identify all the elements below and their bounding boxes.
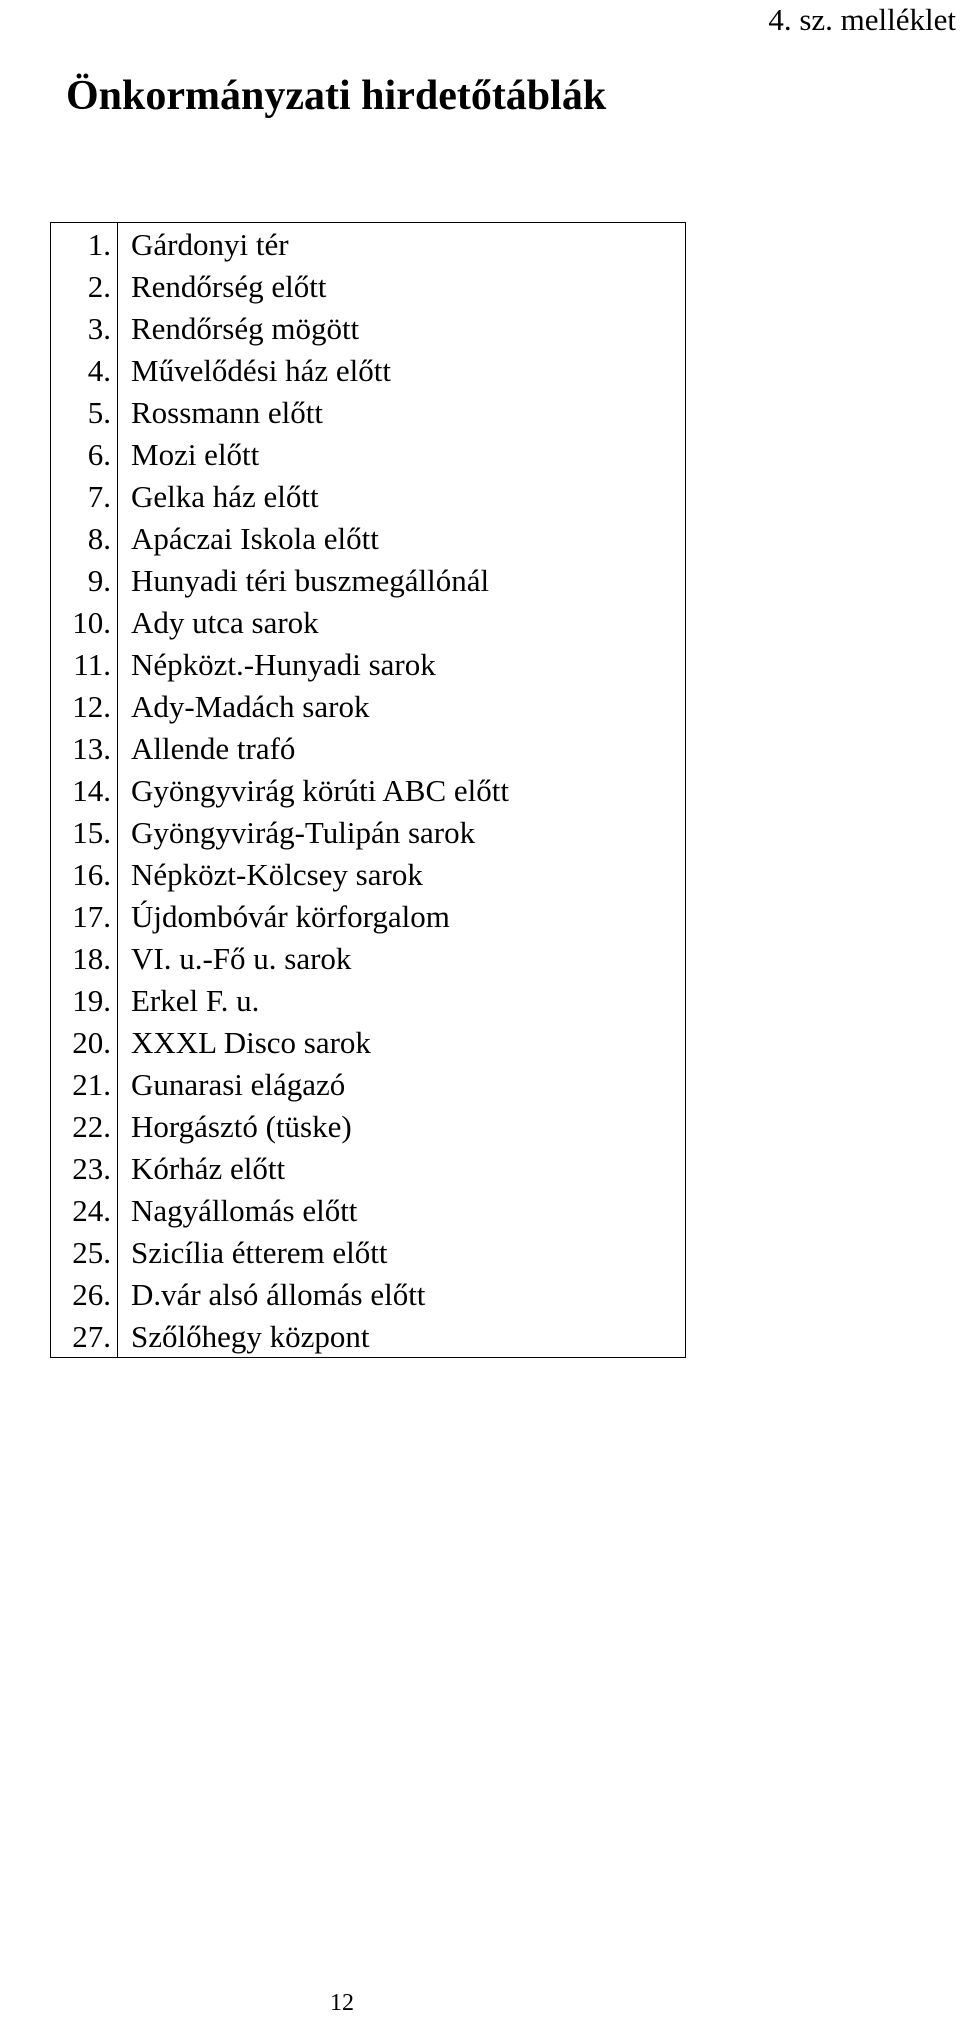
table-row bbox=[51, 1315, 686, 1358]
table-row bbox=[51, 433, 686, 475]
board-location: Népközt-Kölcsey sarok bbox=[118, 853, 686, 895]
table-row bbox=[51, 811, 686, 853]
row-number: 10. bbox=[72, 604, 111, 640]
board-location: VI. u.-Fő u. sarok bbox=[118, 937, 686, 979]
board-location: Apáczai Iskola előtt bbox=[118, 517, 686, 559]
board-location: Szicília étterem előtt bbox=[118, 1231, 686, 1273]
notice-board-table bbox=[50, 222, 686, 1358]
row-number-cell bbox=[51, 1147, 118, 1189]
table-row bbox=[51, 727, 686, 769]
board-location: D.vár alsó állomás előtt bbox=[118, 1273, 686, 1315]
row-number-cell bbox=[51, 223, 118, 266]
board-location: Ady utca sarok bbox=[118, 601, 686, 643]
row-number-cell bbox=[51, 1315, 118, 1358]
row-number: 3. bbox=[87, 310, 111, 346]
page-title: Önkormányzati hirdetőtáblák bbox=[66, 73, 607, 119]
row-number: 17. bbox=[72, 898, 111, 934]
table-row bbox=[51, 475, 686, 517]
row-number: 20. bbox=[72, 1024, 111, 1060]
board-location: Művelődési ház előtt bbox=[118, 349, 686, 391]
table-row bbox=[51, 391, 686, 433]
row-number: 5. bbox=[87, 394, 111, 430]
table-row bbox=[51, 265, 686, 307]
row-number-cell bbox=[51, 475, 118, 517]
row-number: 2. bbox=[87, 268, 111, 304]
row-number-cell bbox=[51, 1105, 118, 1147]
row-number-cell bbox=[51, 517, 118, 559]
row-number-cell bbox=[51, 391, 118, 433]
table-row bbox=[51, 223, 686, 266]
board-location: Mozi előtt bbox=[118, 433, 686, 475]
board-location: Erkel F. u. bbox=[118, 979, 686, 1021]
table-row bbox=[51, 643, 686, 685]
row-number-cell bbox=[51, 265, 118, 307]
row-number-cell bbox=[51, 433, 118, 475]
board-location: Gunarasi elágazó bbox=[118, 1063, 686, 1105]
row-number: 7. bbox=[87, 478, 111, 514]
row-number-cell bbox=[51, 1189, 118, 1231]
table-row bbox=[51, 307, 686, 349]
board-location: Népközt.-Hunyadi sarok bbox=[118, 643, 686, 685]
row-number: 1. bbox=[87, 226, 111, 262]
board-location: Nagyállomás előtt bbox=[118, 1189, 686, 1231]
table-row bbox=[51, 517, 686, 559]
table-row bbox=[51, 349, 686, 391]
board-location: Gárdonyi tér bbox=[118, 223, 686, 266]
row-number-cell bbox=[51, 937, 118, 979]
row-number-cell bbox=[51, 601, 118, 643]
row-number: 16. bbox=[72, 856, 111, 892]
row-number: 23. bbox=[72, 1150, 111, 1186]
table-row bbox=[51, 1063, 686, 1105]
table-row bbox=[51, 1189, 686, 1231]
row-number: 21. bbox=[72, 1066, 111, 1102]
row-number: 8. bbox=[87, 520, 111, 556]
row-number-cell bbox=[51, 559, 118, 601]
board-location: Rendőrség mögött bbox=[118, 307, 686, 349]
row-number: 15. bbox=[72, 814, 111, 850]
table-row bbox=[51, 1231, 686, 1273]
table-row bbox=[51, 979, 686, 1021]
board-location: Allende trafó bbox=[118, 727, 686, 769]
row-number-cell bbox=[51, 769, 118, 811]
board-location: Kórház előtt bbox=[118, 1147, 686, 1189]
table-row bbox=[51, 1147, 686, 1189]
row-number-cell bbox=[51, 1231, 118, 1273]
table-row bbox=[51, 853, 686, 895]
board-location: Gyöngyvirág-Tulipán sarok bbox=[118, 811, 686, 853]
row-number-cell bbox=[51, 349, 118, 391]
row-number-cell bbox=[51, 853, 118, 895]
row-number-cell bbox=[51, 1063, 118, 1105]
table-row bbox=[51, 559, 686, 601]
table-row bbox=[51, 1105, 686, 1147]
row-number-cell bbox=[51, 979, 118, 1021]
table-row bbox=[51, 895, 686, 937]
board-location: Gelka ház előtt bbox=[118, 475, 686, 517]
board-location: Hunyadi téri buszmegállónál bbox=[118, 559, 686, 601]
board-location: Ady-Madách sarok bbox=[118, 685, 686, 727]
row-number: 4. bbox=[87, 352, 111, 388]
row-number-cell bbox=[51, 1273, 118, 1315]
row-number: 25. bbox=[72, 1234, 111, 1270]
row-number: 13. bbox=[72, 730, 111, 766]
row-number: 18. bbox=[72, 940, 111, 976]
row-number: 19. bbox=[72, 982, 111, 1018]
board-location: Rendőrség előtt bbox=[118, 265, 686, 307]
board-location: XXXL Disco sarok bbox=[118, 1021, 686, 1063]
table-row bbox=[51, 769, 686, 811]
row-number: 6. bbox=[87, 436, 111, 472]
row-number-cell bbox=[51, 895, 118, 937]
table-row bbox=[51, 1273, 686, 1315]
row-number: 12. bbox=[72, 688, 111, 724]
row-number: 14. bbox=[72, 772, 111, 808]
annex-label: 4. sz. melléklet bbox=[768, 2, 956, 37]
row-number-cell bbox=[51, 307, 118, 349]
row-number: 27. bbox=[72, 1318, 111, 1354]
board-location: Gyöngyvirág körúti ABC előtt bbox=[118, 769, 686, 811]
row-number: 9. bbox=[87, 562, 111, 598]
row-number: 24. bbox=[72, 1192, 111, 1228]
row-number-cell bbox=[51, 811, 118, 853]
row-number-cell bbox=[51, 727, 118, 769]
board-location: Szőlőhegy központ bbox=[118, 1315, 686, 1358]
table-row bbox=[51, 601, 686, 643]
board-location: Horgásztó (tüske) bbox=[118, 1105, 686, 1147]
table-row bbox=[51, 937, 686, 979]
board-location: Újdombóvár körforgalom bbox=[118, 895, 686, 937]
row-number-cell bbox=[51, 685, 118, 727]
board-location: Rossmann előtt bbox=[118, 391, 686, 433]
row-number-cell bbox=[51, 643, 118, 685]
notice-board-list bbox=[51, 223, 686, 1358]
page-number: 12 bbox=[330, 1990, 354, 2016]
table-row bbox=[51, 685, 686, 727]
row-number-cell bbox=[51, 1021, 118, 1063]
table-row bbox=[51, 1021, 686, 1063]
row-number: 11. bbox=[73, 646, 111, 682]
row-number: 22. bbox=[72, 1108, 111, 1144]
row-number: 26. bbox=[72, 1276, 111, 1312]
